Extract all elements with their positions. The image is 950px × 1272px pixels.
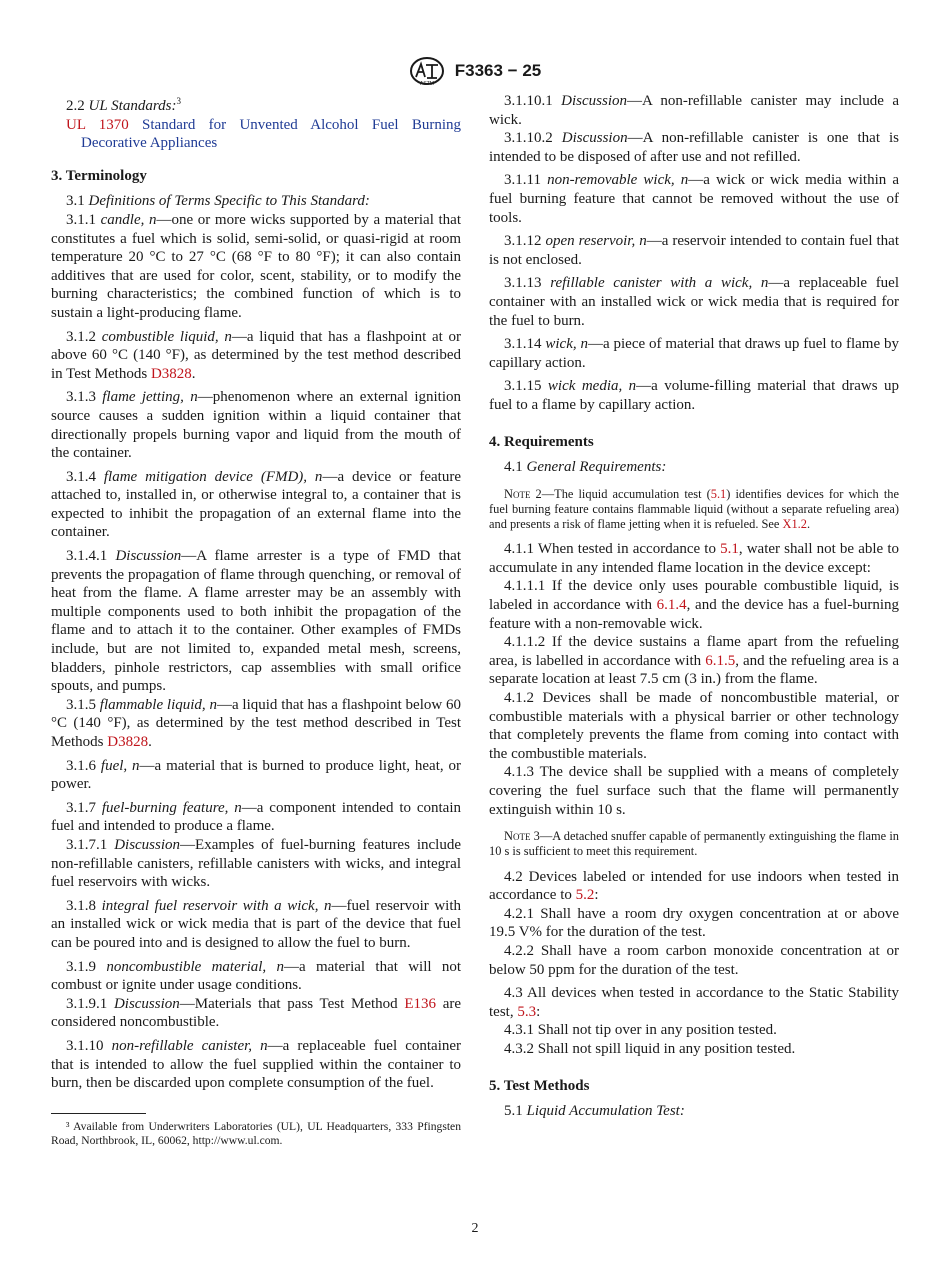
requirement-4-1-1-2: 4.1.1.2 If the device sustains a flame apart from the refueling area, is labelled in accordance with 6.1.5, and the refueling area is a separate location at least 7.5 cm (3 in.) from the flame. <box>489 634 899 688</box>
svg-text:ASTM: ASTM <box>419 81 434 86</box>
page-number: 2 <box>471 1221 479 1236</box>
ref-6-1-5-link[interactable]: 6.1.5 <box>705 652 736 669</box>
requirement-4-1-2: 4.1.2 Devices shall be made of noncombustible material, or combustible materials with a physical barrier or other technology that completely prevents the flame from coming into contact with the combustible materials. <box>489 690 899 762</box>
note-2: Note 2—The liquid accumulation test (5.1) identifies devices for which the fuel burning feature contains flammable liquid (without a separate refueling area) and presents a risk of flame jetting when it is refueled. See X1.2. <box>489 486 899 532</box>
right-column <box>489 92 899 1121</box>
requirement-4-2-1: 4.2.1 Shall have a room dry oxygen concentration at or above 19.5 V% for the duration of the test. <box>489 905 899 941</box>
page-header <box>0 56 950 86</box>
discussion-noncombustible-material: 3.1.9.1 Discussion—Materials that pass Test Method E136 are considered noncombustible. <box>51 995 462 1031</box>
ref-5-1-link[interactable]: 5.1 <box>710 486 727 501</box>
footnote-divider <box>51 1113 146 1114</box>
requirement-4-3-1: 4.3.1 Shall not tip over in any position tested. <box>504 1022 777 1039</box>
ref-5-3-link[interactable]: 5.3 <box>517 1003 537 1020</box>
definition-candle: 3.1.1 candle, n—one or more wicks supported by a material that constitutes a fuel which is solid, semi-solid, or quasi-rigid at room temperature 20 °C to 27 °C (68 °F to 80 °F); it can also contain additives that are used for color, scent, stability, or to modify the burning characteristics; the combined function of which is to sustain a light-producing flame. <box>51 211 462 321</box>
left-column <box>51 92 461 1149</box>
heading-test-methods: 5. Test Methods <box>489 1077 590 1094</box>
requirement-4-1-1-1: 4.1.1.1 If the device only uses pourable combustible liquid, is labeled in accordance with 6.1.4, and the device has a fuel-burning feature with a non-removable wick. <box>489 578 899 632</box>
ul-1370-reference <box>51 116 461 153</box>
ul-1370-title-link[interactable]: Standard for Unvented Alcohol Fuel Burning Decorative Appliances <box>81 116 461 152</box>
requirement-4-2: 4.2 Devices labeled or intended for use indoors when tested in accordance to 5.2: <box>489 868 899 904</box>
definition-non-refillable-canister: 3.1.10 non-refillable canister, n—a replaceable fuel container that is intended to allow the fuel supplied within the container to burn, then be discarded upon complete consumption of the fuel. <box>51 1037 462 1092</box>
discussion-canister-wick: 3.1.10.1 Discussion—A non-refillable canister may include a wick. <box>489 93 899 128</box>
footnote-3: ³ Available from Underwriters Laboratories (UL), UL Headquarters, 333 Pfingsten Road, Northbrook, IL, 60062, http://www.ul.com. <box>51 1119 461 1148</box>
requirement-4-3: 4.3 All devices when tested in accordance to the Static Stability test, 5.3: <box>489 985 899 1020</box>
definition-wick-media: 3.1.15 wick media, n—a volume-filling material that draws up fuel to a flame by capillary action. <box>489 378 900 413</box>
requirement-4-3-2: 4.3.2 Shall not spill liquid in any position tested. <box>504 1040 796 1057</box>
discussion-canister-disposal: 3.1.10.2 Discussion—A non-refillable canister is one that is intended to be disposed of after use and not refilled. <box>489 130 900 165</box>
definition-open-reservoir: 3.1.12 open reservoir, n—a reservoir intended to contain fuel that is not enclosed. <box>489 233 900 268</box>
e136-link[interactable]: E136 <box>404 995 437 1012</box>
standard-designation: F3363 − 25 <box>454 61 542 80</box>
definition-noncombustible-material: 3.1.9 noncombustible material, n—a material that will not combust or ignite under usage conditions. <box>51 958 462 994</box>
discussion-fuel-burning-feature: 3.1.7.1 Discussion—Examples of fuel-burning features include non-refillable canisters, refillable canisters with wicks, and integral fuel reservoirs with wicks. <box>51 836 461 891</box>
ref-6-1-4-link[interactable]: 6.1.4 <box>656 597 687 614</box>
section-5-1: 5.1 Liquid Accumulation Test: <box>504 1103 685 1120</box>
definition-integral-fuel-reservoir: 3.1.8 integral fuel reservoir with a wick, n—fuel reservoir with an installed wick or wick media that is part of the device that fuel can be poured into and is designed to allow the fuel to burn. <box>51 897 461 951</box>
heading-requirements: 4. Requirements <box>489 433 594 450</box>
ref-x1-2-link[interactable]: X1.2 <box>782 517 807 532</box>
definition-flammable-liquid: 3.1.5 flammable liquid, n—a liquid that has a flashpoint below 60 °C (140 °F), as determined by the test method described in Test Methods D3828. <box>51 696 461 750</box>
definition-fmd: 3.1.4 flame mitigation device (FMD), n—a device or feature attached to, installed in, or otherwise integral to, a container that is expected to inhibit the propagation of an external flame into the container. <box>51 468 461 541</box>
d3828-link[interactable]: D3828 <box>150 365 192 382</box>
requirement-4-1-1: 4.1.1 When tested in accordance to 5.1, water shall not be able to accumulate in any intended flame location in the device except: <box>489 541 899 576</box>
d3828-link[interactable]: D3828 <box>107 734 149 750</box>
section-3-1: 3.1 Definitions of Terms Specific to This Standard: <box>66 193 370 210</box>
astm-logo-icon <box>409 56 445 86</box>
ul-1370-link[interactable]: UL 1370 <box>66 116 129 133</box>
definition-fuel-burning-feature: 3.1.7 fuel-burning feature, n—a component intended to contain fuel and intended to produce a flame. <box>51 799 462 835</box>
discussion-fmd: 3.1.4.1 Discussion—A flame arrester is a type of FMD that prevents the propagation of flame through quenching, or removal of heat from the flame. A flame arrester may be an assembly with multiple components used to both inhibit the propagation of the flame and to attach it to the container. Other examples of FMDs include, but are not limited to, expanded metal mesh, screens, bladders, pinhole restrictors, cap assemblies with small orifice spouts, and pumps. <box>51 548 461 695</box>
definition-wick: 3.1.14 wick, n—a piece of material that draws up fuel to flame by capillary action. <box>489 336 899 371</box>
definition-combustible-liquid: 3.1.2 combustible liquid, n—a liquid that has a flashpoint at or above 60 °C (140 °F), as determined by the test method described in Test Methods D3828. <box>51 328 461 382</box>
section-4-1: 4.1 General Requirements: <box>504 459 667 476</box>
section-2-2: 2.2 UL Standards:$^3$ <box>66 96 181 114</box>
ref-5-2-link[interactable]: 5.2 <box>575 887 595 904</box>
definition-flame-jetting: 3.1.3 flame jetting, n—phenomenon where an external ignition source causes a sudden ignition within a liquid container that directionally propels burning vapor and liquid from the mouth of the container. <box>51 389 462 462</box>
requirement-4-2-2: 4.2.2 Shall have a room carbon monoxide concentration at or below 50 ppm for the duration of the test. <box>489 942 899 978</box>
heading-terminology: 3. Terminology <box>51 167 147 184</box>
definition-fuel: 3.1.6 fuel, n—a material that is burned to produce light, heat, or power. <box>51 757 462 793</box>
requirement-4-1-3: 4.1.3 The device shall be supplied with a means of completely covering the fuel surface such that the flame will permanently extinguish within 10 s. <box>489 764 899 818</box>
definition-refillable-canister: 3.1.13 refillable canister with a wick, n—a replaceable fuel container with an installed wick or wick media that is required for the fuel to burn. <box>489 275 900 329</box>
ref-5-1-link[interactable]: 5.1 <box>720 541 739 558</box>
note-3: Note 3—A detached snuffer capable of permanently extinguishing the flame in 10 s is sufficient to meet this requirement. <box>489 829 899 859</box>
definition-non-removable-wick: 3.1.11 non-removable wick, n—a wick or wick media within a fuel burning feature that cannot be removed without the use of tools. <box>489 172 899 226</box>
